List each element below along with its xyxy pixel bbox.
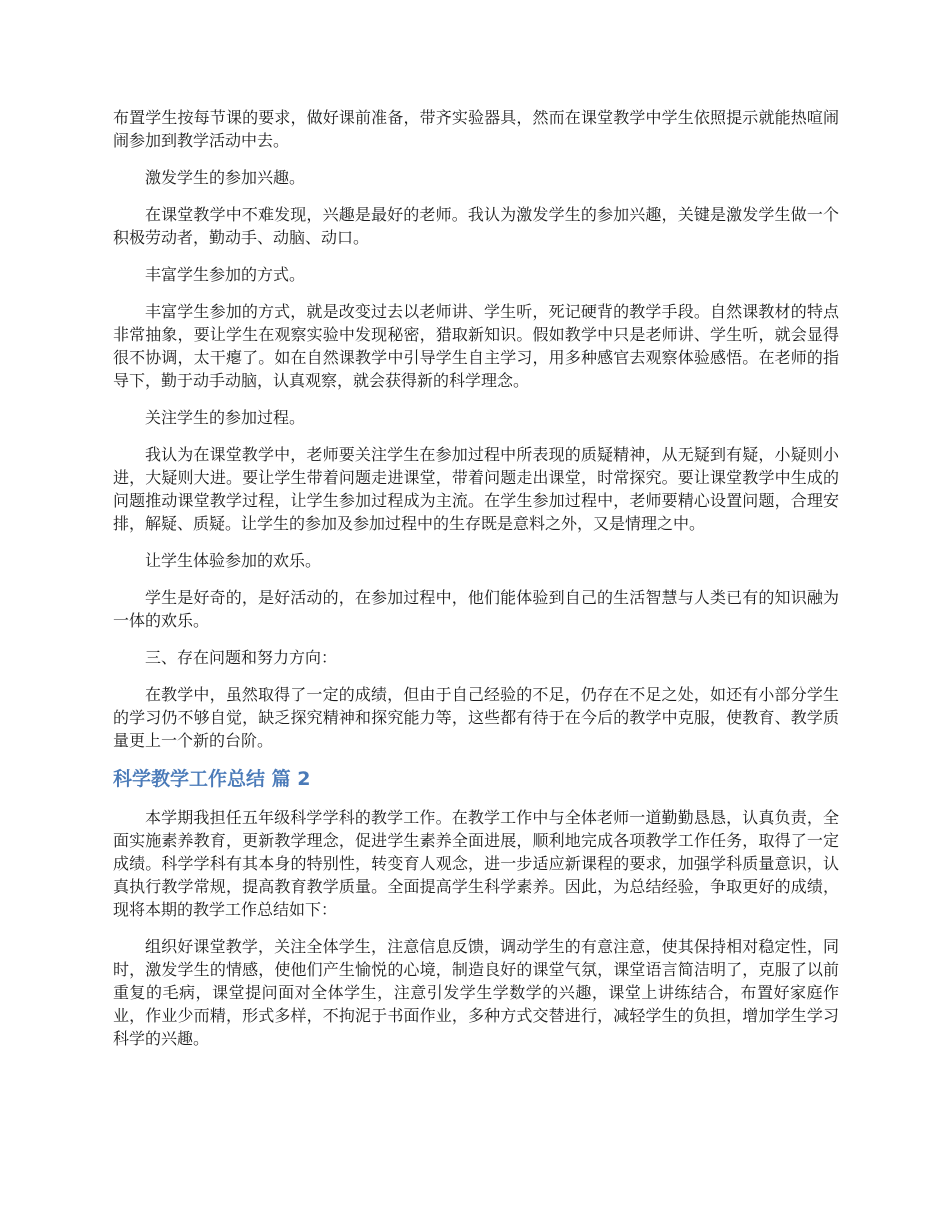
subheading-joy: 让学生体验参加的欢乐。: [145, 551, 322, 570]
paragraph: 组织好课堂教学，关注全体学生，注意信息反馈，调动学生的有意注意，使其保持相对稳定性，同时，激发学生的情感，使他们产生愉悦的心境，制造良好的课堂气氛，课堂语言简洁明了，克服了以前重复的毛病，课堂提问面对全体学生，注意引发学生学数学的兴趣，课堂上讲练结合，布置好家庭作业，作业少而精，形式多样，不拘泥于书面作业，多种方式交替进行，减轻学生的负担，增加学生学习科学的兴趣。: [113, 937, 839, 1048]
subheading-interest: 激发学生的参加兴趣。: [145, 168, 306, 187]
section-heading: 科学教学工作总结 篇 2: [113, 768, 311, 790]
paragraph: 丰富学生参加的方式，就是改变过去以老师讲、学生听，死记硬背的教学手段。自然课教材的特点非常抽象，要让学生在观察实验中发现秘密，猎取新知识。假如教学中只是老师讲、学生听，就会显得很不协调，太干瘪了。如在自然课教学中引导学生自主学习，用多种感官去观察体验感悟。在老师的指导下，勤于动手动脑，认真观察，就会获得新的科学理念。: [113, 302, 839, 390]
subheading-methods: 丰富学生参加的方式。: [145, 265, 306, 284]
subheading-problems: 三、存在问题和努力方向：: [145, 648, 338, 667]
paragraph: 在课堂教学中不难发现，兴趣是最好的老师。我认为激发学生的参加兴趣，关键是激发学生做一个积极劳动者，勤动手、动脑、动口。: [113, 205, 839, 247]
paragraph: 学生是好奇的，是好活动的，在参加过程中，他们能体验到自己的生活智慧与人类已有的知识融为一体的欢乐。: [113, 588, 839, 630]
document-page: [113, 106, 839, 1064]
subheading-process: 关注学生的参加过程。: [145, 408, 306, 427]
paragraph: 在教学中，虽然取得了一定的成绩，但由于自己经验的不足，仍存在不足之处，如还有小部分学生的学习仍不够自觉，缺乏探究精神和探究能力等，这些都有待于在今后的教学中克服，使教育、教学质量更上一个新的台阶。: [113, 685, 839, 750]
paragraph-continued: 布置学生按每节课的要求，做好课前准备，带齐实验器具，然而在课堂教学中学生依照提示就能热喧闹闹参加到教学活动中去。: [113, 108, 839, 150]
paragraph: 我认为在课堂教学中，老师要关注学生在参加过程中所表现的质疑精神，从无疑到有疑，小疑则小进，大疑则大进。要让学生带着问题走进课堂，带着问题走出课堂，时常探究。要让课堂教学中生成的问题推动课堂教学过程，让学生参加过程成为主流。在学生参加过程中，老师要精心设置问题，合理安排，解疑、质疑。让学生的参加及参加过程中的生存既是意料之外，又是情理之中。: [113, 445, 839, 533]
paragraph: 本学期我担任五年级科学学科的教学工作。在教学工作中与全体老师一道勤勤恳恳，认真负责，全面实施素养教育，更新教学理念，促进学生素养全面进展，顺利地完成各项教学工作任务，取得了一定成绩。科学学科有其本身的特别性，转变育人观念，进一步适应新课程的要求，加强学科质量意识，认真执行教学常规，提高教育教学质量。全面提高学生科学素养。因此，为总结经验，争取更好的成绩，现将本期的教学工作总结如下：: [113, 808, 839, 919]
